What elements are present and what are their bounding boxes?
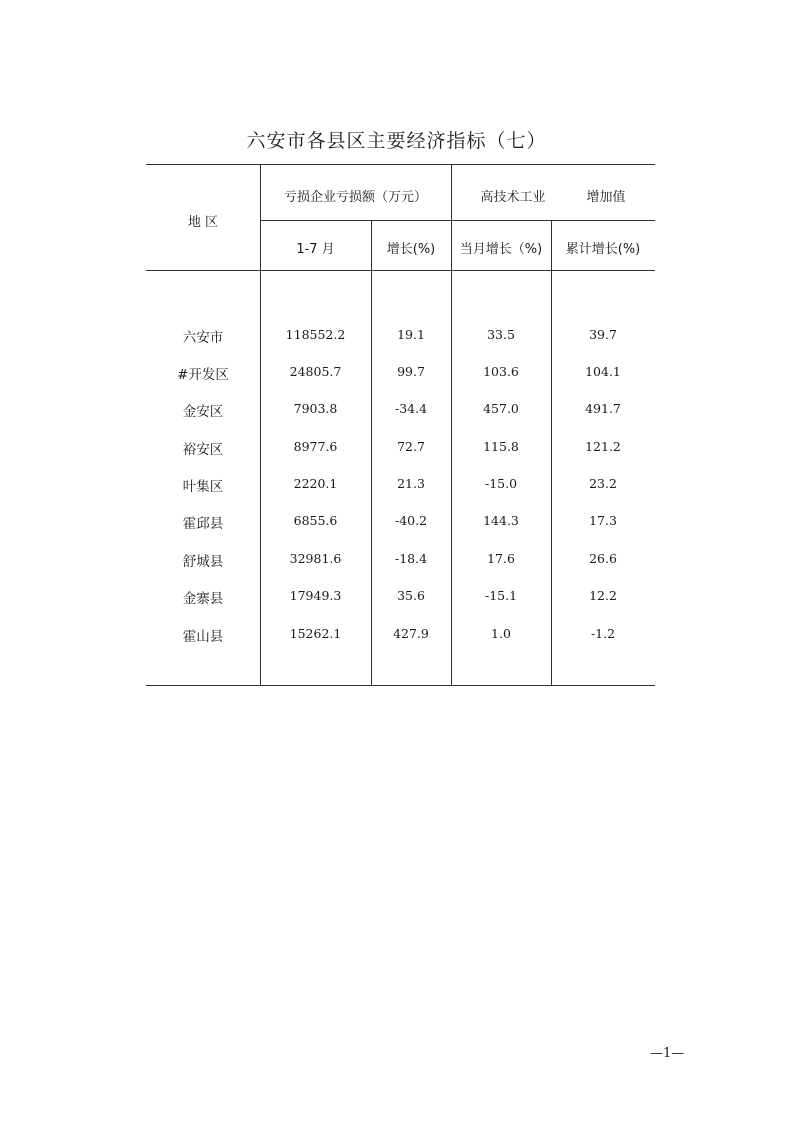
cell-month-growth: 17.6 bbox=[487, 551, 515, 566]
cell-cum-growth: 23.2 bbox=[589, 476, 617, 491]
cell-loss-growth: 21.3 bbox=[397, 476, 425, 491]
cell-loss-amount: 32981.6 bbox=[289, 551, 342, 566]
cell-loss-amount: 118552.2 bbox=[285, 327, 346, 342]
cell-cum-growth: 491.7 bbox=[585, 401, 621, 416]
page-title: 六安市各县区主要经济指标（七） bbox=[246, 130, 547, 152]
cell-cum-growth: 17.3 bbox=[589, 513, 617, 528]
cell-loss-growth: 19.1 bbox=[397, 327, 425, 342]
cell-loss-growth: 35.6 bbox=[397, 588, 425, 603]
cell-loss-amount: 24805.7 bbox=[289, 364, 342, 379]
header-value-added-label: 增加值 bbox=[586, 190, 626, 205]
header-month-growth: 当月增长（%) bbox=[459, 242, 543, 257]
cell-loss-growth: 72.7 bbox=[397, 439, 425, 454]
cell-cum-growth: -1.2 bbox=[590, 626, 616, 641]
header-loss-growth: 增长(%) bbox=[386, 242, 436, 257]
cell-region: 舒城县 bbox=[182, 554, 224, 570]
cell-month-growth: 33.5 bbox=[487, 327, 515, 342]
cell-loss-growth: 427.9 bbox=[393, 626, 429, 641]
header-hightech-label: 高技术工业 bbox=[480, 190, 546, 205]
table-bottom-rule bbox=[146, 685, 655, 686]
cell-loss-growth: 99.7 bbox=[397, 364, 425, 379]
cell-month-growth: 1.0 bbox=[491, 626, 511, 641]
header-bottom-rule bbox=[146, 270, 655, 271]
cell-region: #开发区 bbox=[177, 367, 229, 383]
cell-loss-amount: 7903.8 bbox=[293, 401, 338, 416]
header-loss-group: 亏损企业亏损额（万元） bbox=[283, 190, 427, 205]
cell-region: 金寨县 bbox=[182, 591, 224, 607]
cell-cum-growth: 26.6 bbox=[589, 551, 617, 566]
cell-loss-growth: -40.2 bbox=[394, 513, 428, 528]
cell-month-growth: 144.3 bbox=[483, 513, 519, 528]
cell-region: 叶集区 bbox=[182, 479, 224, 495]
cell-region: 金安区 bbox=[182, 404, 224, 420]
cell-loss-amount: 17949.3 bbox=[289, 588, 342, 603]
cell-region: 六安市 bbox=[182, 330, 224, 346]
cell-loss-growth: -34.4 bbox=[394, 401, 428, 416]
cell-month-growth: 115.8 bbox=[483, 439, 519, 454]
header-region: 地 区 bbox=[187, 215, 219, 230]
cell-loss-amount: 15262.1 bbox=[289, 626, 342, 641]
cell-month-growth: 103.6 bbox=[483, 364, 519, 379]
cell-loss-amount: 6855.6 bbox=[293, 513, 338, 528]
header-mid-rule bbox=[260, 220, 655, 221]
cell-loss-growth: -18.4 bbox=[394, 551, 428, 566]
cell-cum-growth: 104.1 bbox=[585, 364, 621, 379]
cell-month-growth: -15.0 bbox=[484, 476, 518, 491]
header-cum-growth: 累计增长(%) bbox=[565, 242, 641, 257]
cell-region: 霍山县 bbox=[182, 629, 224, 645]
cell-month-growth: -15.1 bbox=[484, 588, 518, 603]
cell-region: 霍邱县 bbox=[182, 516, 224, 532]
cell-cum-growth: 121.2 bbox=[585, 439, 621, 454]
page-number: —1— bbox=[650, 1046, 685, 1061]
table-top-rule bbox=[146, 164, 655, 165]
economic-indicators-table bbox=[146, 164, 655, 686]
header-loss-amount: 1-7 月 bbox=[296, 242, 335, 257]
cell-loss-amount: 8977.6 bbox=[293, 439, 338, 454]
cell-month-growth: 457.0 bbox=[483, 401, 519, 416]
cell-region: 裕安区 bbox=[182, 442, 224, 458]
cell-cum-growth: 39.7 bbox=[589, 327, 617, 342]
cell-cum-growth: 12.2 bbox=[589, 588, 617, 603]
cell-loss-amount: 2220.1 bbox=[293, 476, 338, 491]
